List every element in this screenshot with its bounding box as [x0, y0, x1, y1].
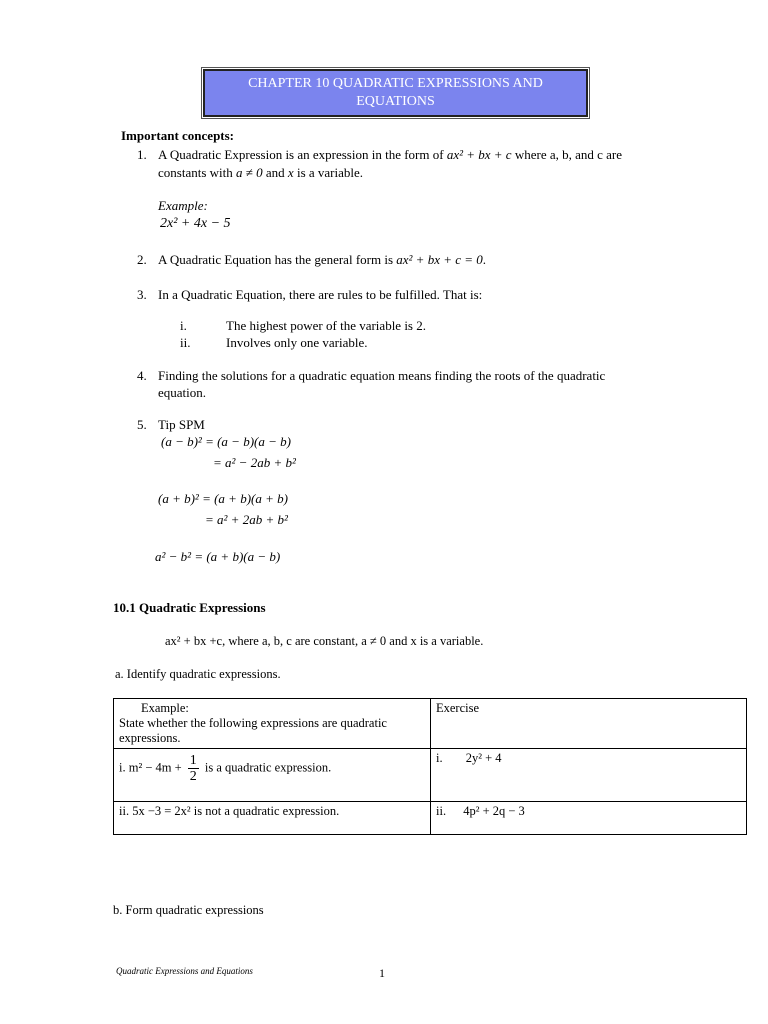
exercise-row1-number: i.: [436, 751, 443, 765]
example-row1: [119, 753, 425, 784]
exercise-row2: [436, 804, 741, 819]
item4-line2: equation.: [158, 385, 207, 400]
item2-tail: .: [482, 252, 487, 267]
item1-text-b: where a, b, and c are: [514, 147, 623, 162]
item1-condition: a ≠ 0: [236, 165, 263, 180]
quadratic-expressions-table: [113, 698, 747, 835]
item4-number: 4.: [137, 368, 147, 383]
item2-line: [158, 252, 486, 268]
sub-a-heading: a. Identify quadratic expressions.: [115, 667, 281, 681]
table-cell: [114, 802, 431, 835]
item1-line1: [158, 147, 622, 163]
example-expression: 2x² + 4x − 5: [160, 216, 231, 231]
footer-title: Quadratic Expressions and Equations: [116, 966, 253, 976]
example-label-cell: Example:: [141, 701, 189, 715]
table-row: [114, 749, 747, 802]
item1-text-a: A Quadratic Expression is an expression in the form of: [158, 147, 444, 162]
table-cell: [431, 802, 747, 835]
item1-formula: ax² + bx + c: [446, 147, 512, 162]
one-half-fraction: [188, 753, 199, 784]
item1-text-c: constants with: [158, 165, 233, 180]
formula-sum-square: (a + b)² = (a + b)(a + b): [158, 491, 288, 506]
table-cell: [114, 749, 431, 802]
formula-difference-square-expanded: = a² − 2ab + b²: [213, 455, 296, 470]
formula-sum-square-expanded: = a² + 2ab + b²: [205, 512, 288, 527]
important-concepts-heading: Important concepts:: [121, 128, 235, 143]
rule2-text: Involves only one variable.: [226, 335, 368, 350]
exercise-label: Exercise: [436, 701, 480, 715]
example-row1-text-a: i. m² − 4m +: [119, 760, 182, 775]
chapter-title: [203, 69, 588, 117]
item1-variable: x: [287, 165, 294, 180]
chapter-title-line1: CHAPTER 10 QUADRATIC EXPRESSIONS AND: [248, 76, 543, 91]
item2-number: 2.: [137, 252, 147, 267]
item5-number: 5.: [137, 417, 147, 432]
chapter-title-line2: EQUATIONS: [356, 94, 435, 109]
exercise-row2-number: ii.: [436, 804, 447, 818]
example-label: Example:: [158, 198, 208, 213]
formula-difference-of-squares: a² − b² = (a + b)(a − b): [155, 549, 281, 564]
item2-formula: ax² + bx + c = 0: [396, 252, 483, 267]
rule1-number: i.: [180, 318, 187, 333]
item1-text-d: and: [265, 165, 285, 180]
table-row: [114, 699, 747, 749]
example-row2: ii. 5x −3 = 2x² is not a quadratic expression.: [119, 804, 340, 818]
fraction-denominator: 2: [189, 769, 197, 784]
item3-text: In a Quadratic Equation, there are rules to be fulfilled. That is:: [158, 287, 483, 302]
rule2-number: ii.: [180, 335, 191, 350]
table-cell: [431, 749, 747, 802]
exercise-row1-expression: 2y² + 4: [465, 751, 502, 765]
section-definition: ax² + bx +c, where a, b, c are constant, a ≠ 0 and x is a variable.: [165, 634, 484, 648]
table-header-exercise: [431, 699, 747, 749]
exercise-row2-expression: 4p² + 2q − 3: [463, 804, 525, 818]
exercise-row1: [436, 751, 741, 766]
sub-b-heading: b. Form quadratic expressions: [113, 903, 264, 917]
item5-text: Tip SPM: [158, 417, 205, 432]
fraction-numerator: 1: [189, 753, 197, 768]
rule1-text: The highest power of the variable is 2.: [226, 318, 426, 333]
item1-line2: [158, 165, 363, 181]
page-number: 1: [379, 966, 385, 980]
table-header-example: [114, 699, 431, 749]
item1-text-e: is a variable.: [296, 165, 364, 180]
item3-number: 3.: [137, 287, 147, 302]
item4-line1: Finding the solutions for a quadratic equation means finding the roots of the quadratic: [158, 368, 606, 383]
item2-text: A Quadratic Equation has the general form is: [158, 252, 394, 267]
item1-number: 1.: [137, 147, 147, 162]
example-instruction: State whether the following expressions are quadratic expressions.: [119, 716, 387, 745]
formula-difference-square: (a − b)² = (a − b)(a − b): [161, 434, 291, 449]
example-row1-text-b: is a quadratic expression.: [204, 760, 332, 775]
section-heading: 10.1 Quadratic Expressions: [113, 600, 266, 615]
table-row: [114, 802, 747, 835]
